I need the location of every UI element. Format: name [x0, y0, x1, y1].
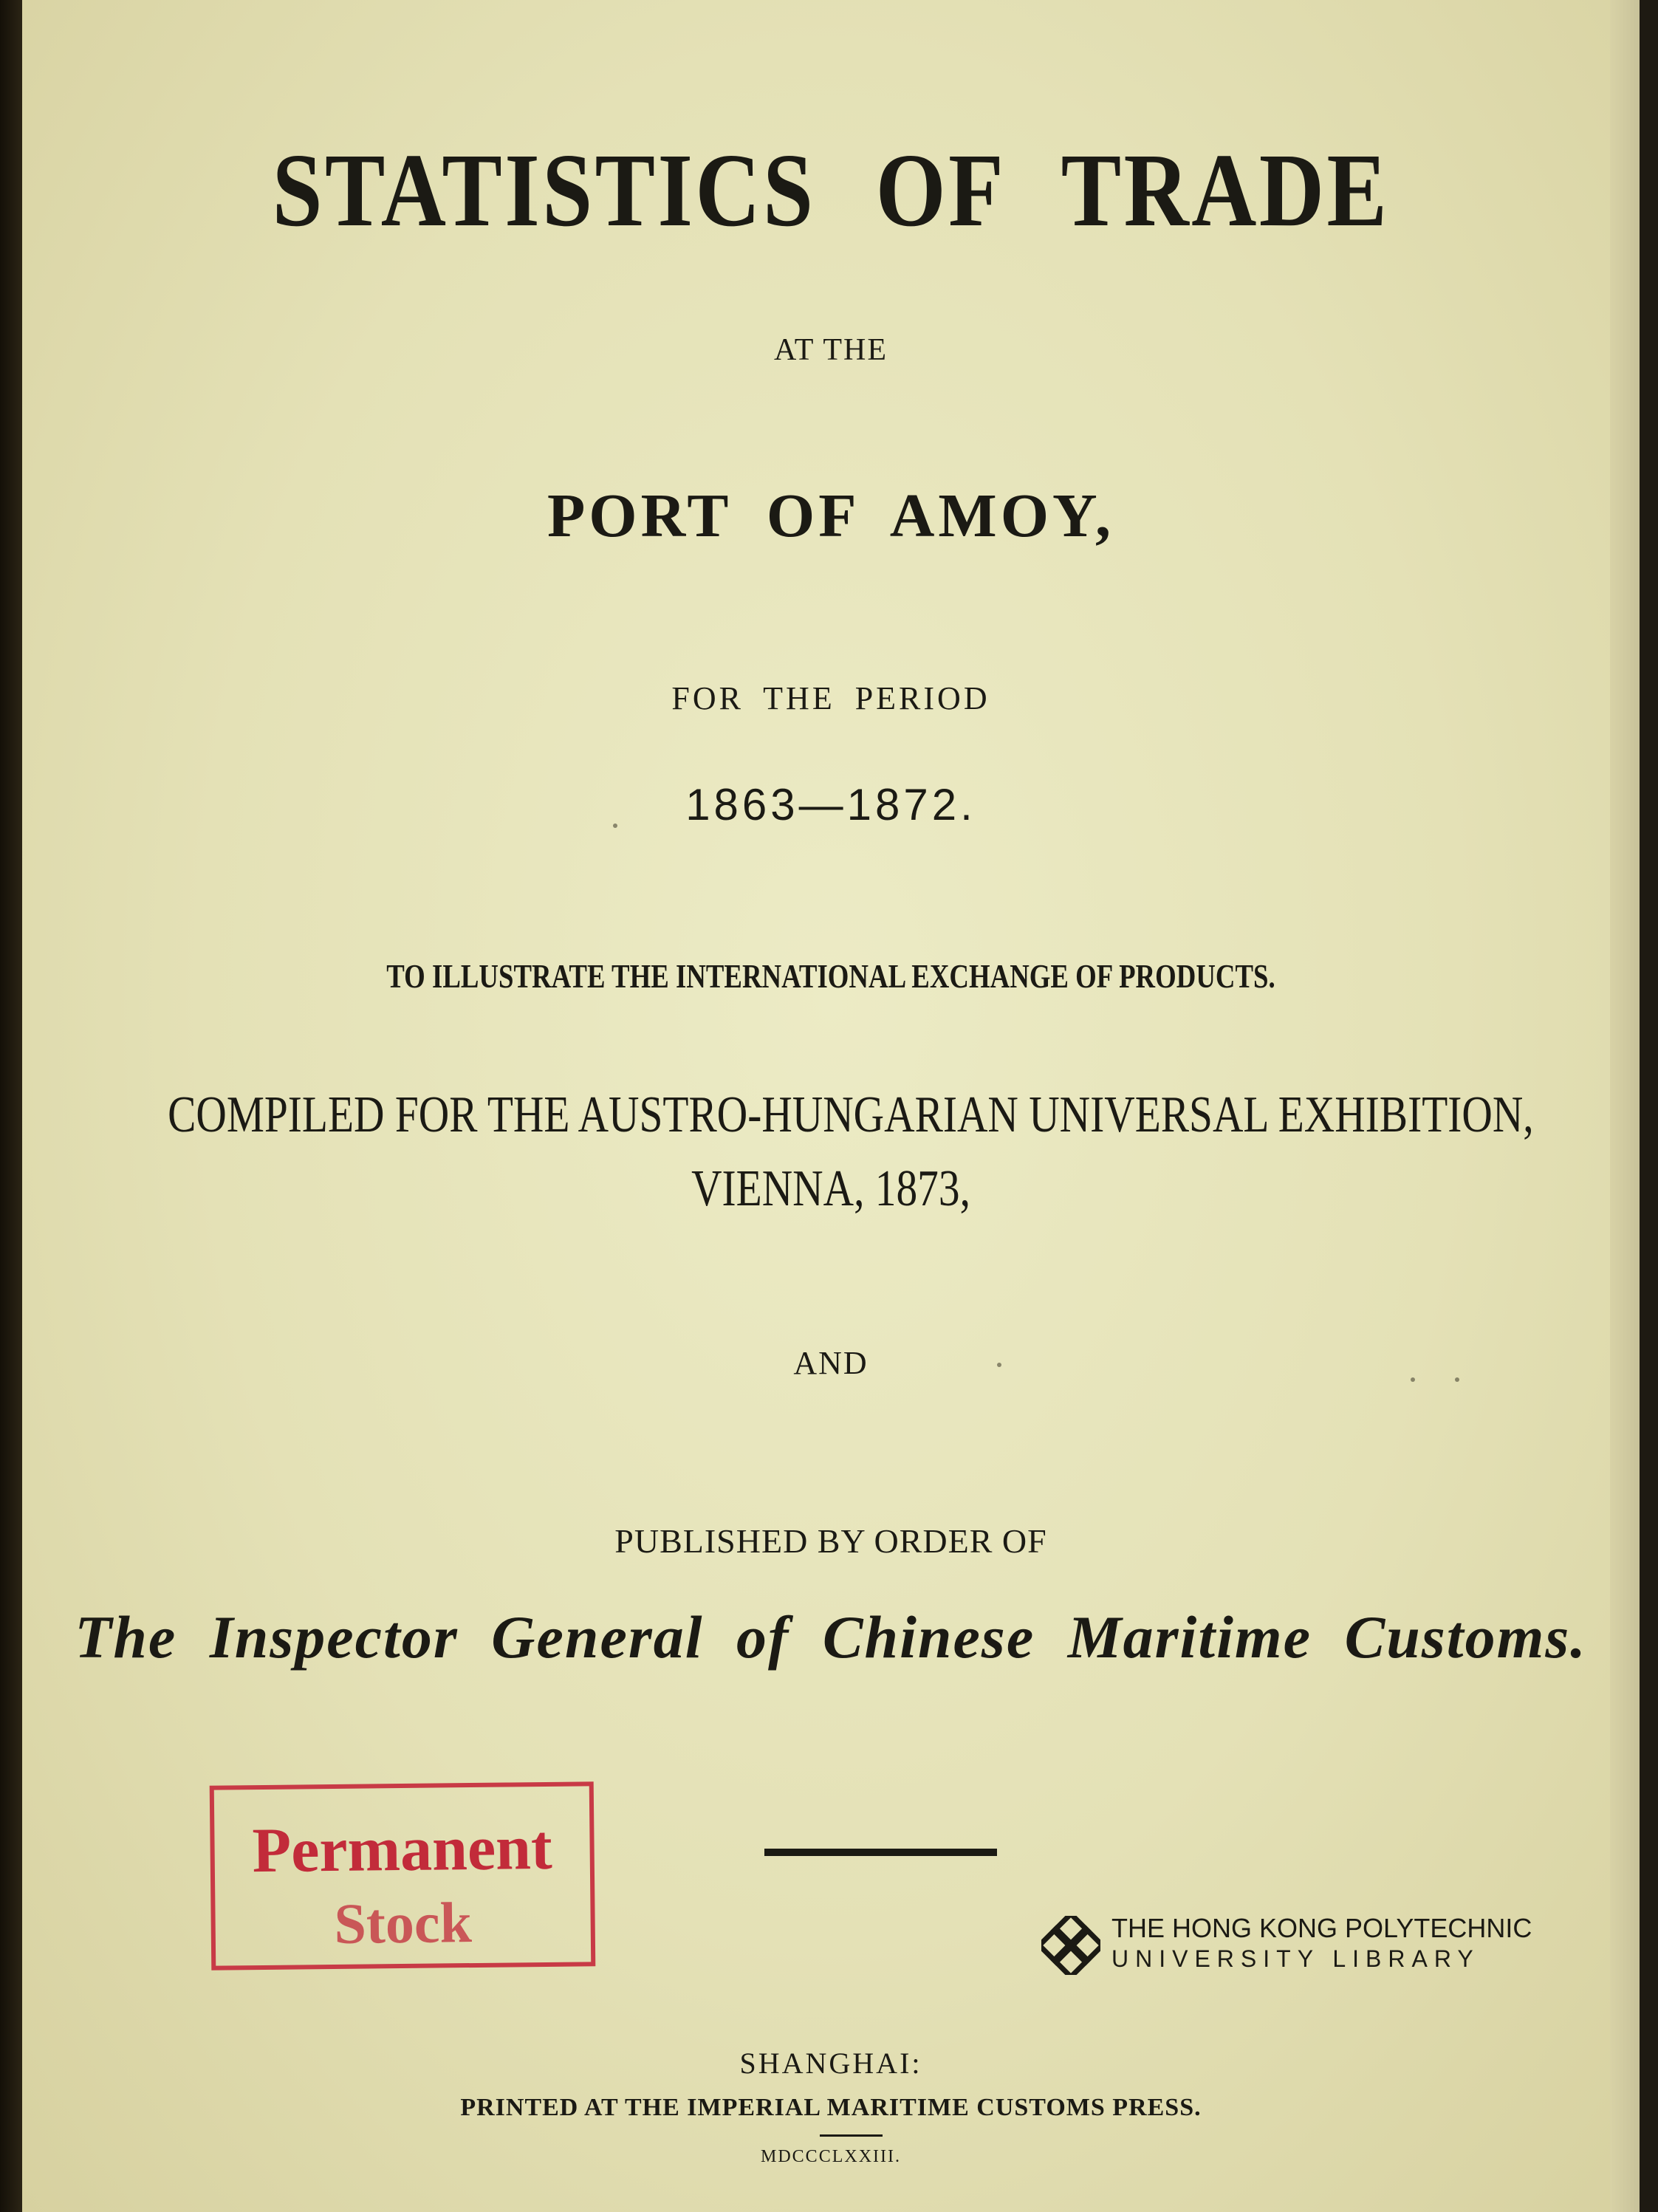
imprint-press: PRINTED AT THE IMPERIAL MARITIME CUSTOMS PRESS. [460, 2094, 1202, 2121]
and-text: AND [793, 1345, 869, 1381]
published-by-text: PUBLISHED BY ORDER OF [614, 1522, 1047, 1560]
imprint-year: MDCCCLXXIII. [761, 2147, 901, 2166]
page-edge [0, 0, 22, 2212]
compiled-for-line1: COMPILED FOR THE AUSTRO-HUNGARIAN UNIVERSAL EXHIBITION, [168, 1086, 1534, 1143]
small-divider-rule [820, 2134, 883, 2137]
library-mark [1041, 1913, 1532, 1979]
port-name: PORT OF AMOY, [547, 482, 1114, 550]
stamp-line2: Stock [334, 1890, 473, 1956]
compiled-for-line2: VIENNA, 1873, [691, 1160, 970, 1217]
library-name-line1: THE HONG KONG POLYTECHNIC [1111, 1913, 1532, 1943]
divider-rule [764, 1849, 997, 1856]
document-title: STATISTICS OF TRADE [272, 131, 1390, 248]
permanent-stock-stamp [210, 1781, 596, 1970]
knot-logo-icon [1041, 1916, 1100, 1975]
purpose-text: TO ILLUSTRATE THE INTERNATIONAL EXCHANGE OF PRODUCTS. [386, 957, 1275, 995]
paper-speck [1411, 1377, 1415, 1382]
library-name-line2: UNIVERSITY LIBRARY [1111, 1945, 1480, 1972]
inspector-general-text: The Inspector General of Chinese Maritime Customs. [75, 1603, 1587, 1671]
imprint-city: SHANGHAI: [739, 2047, 922, 2080]
paper-speck [997, 1363, 1001, 1367]
at-the-text: AT THE [774, 333, 888, 367]
stamp-line1: Permanent [252, 1811, 553, 1886]
period-years: 1863—1872. [685, 780, 976, 829]
paper-speck [613, 823, 617, 828]
title-page [22, 0, 1640, 2212]
for-period-text: FOR THE PERIOD [671, 680, 990, 716]
paper-speck [1455, 1377, 1459, 1382]
